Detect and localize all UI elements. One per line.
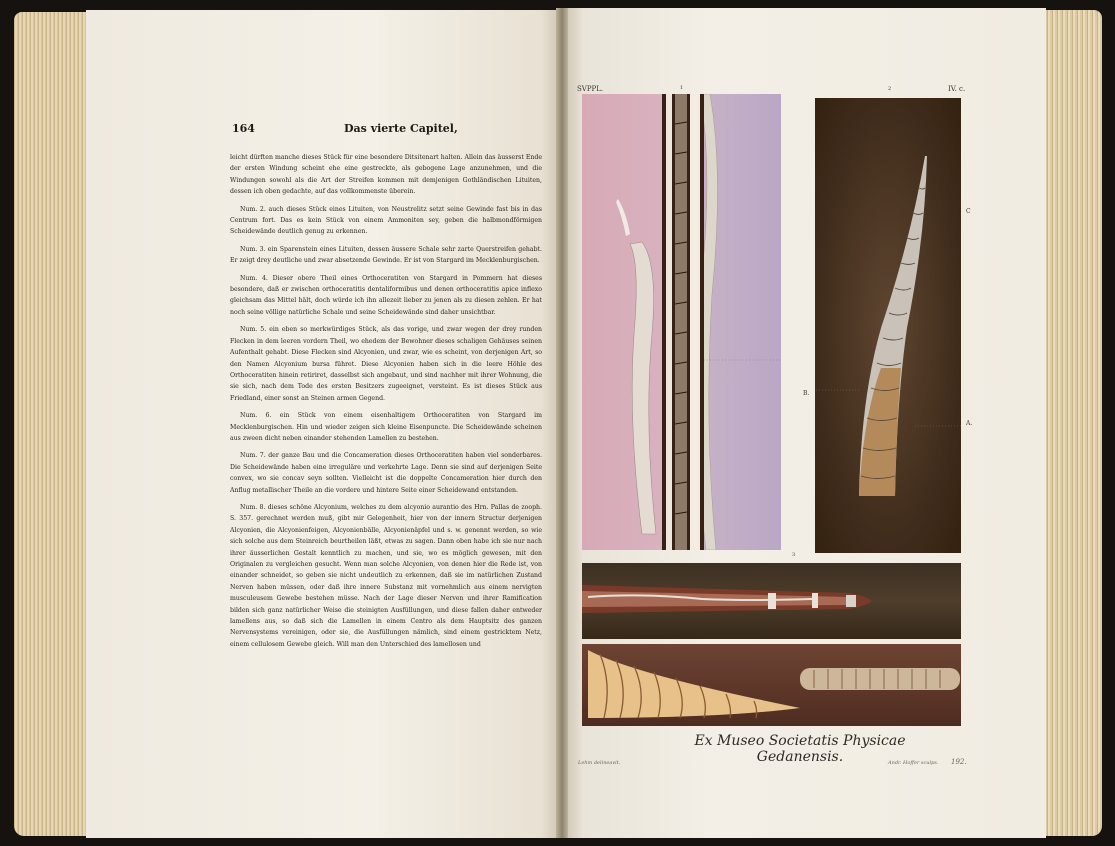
figure-3-illustration — [582, 563, 961, 639]
figure-number: 3 — [792, 552, 796, 558]
body-text — [230, 152, 542, 656]
plate-heading-left: SVPPL. — [577, 85, 604, 93]
page-header — [232, 122, 540, 138]
paragraph: Num. 6. ein Stück von einem eisenhaltigem Orthoceratiten von Stargard im Mecklenburgischen. Hin und wieder zeigen sich kleine Eisenpuncte. Die Scheidewände scheinen aus zween dicht neben einander stehenden Lamellen zu bestehen. — [230, 412, 542, 442]
figure-2-illustration — [815, 98, 961, 553]
credit-right: Andr. Hoffer sculps. — [888, 760, 939, 766]
book-gutter — [556, 8, 568, 838]
paragraph: Num. 7. der ganze Bau und die Concameration dieses Orthoceratiten haben viel sonderbares. Die Scheidewände haben eine irreguläre und verkehrte Lage. Denn sie sind auf derjenigen Seite convex, wo sie concav seyn sollten. Vielleicht ist die doppelte Concameration hier durch den Anflug metallischer Theile an die vordere und hintere Seite einer Scheidewand entstanden. — [230, 452, 542, 494]
letter-label: B. — [803, 390, 810, 397]
letter-label: C — [966, 208, 971, 215]
figure-1-illustration — [582, 94, 781, 550]
running-title: Das vierte Capitel, — [344, 122, 458, 135]
letter-label: A. — [966, 420, 973, 427]
paragraph: Num. 8. dieses schöne Alcyonium, welches zu dem alcyonio aurantio des Hrn. Pallas de zooph. S. 357. gerechnet werden muß, gibt mir Gelegenheit, hier von der innern Structur derjenigen Alcyonien, die Alcyonienfeigen, Alcyonienbälle, Alcyonienäpfel und s. w. genennt werden, so wie sich solche aus dem Steinreich beurtheilen läßt, etwas zu sagen. Dann oben habe ich sie nur nach ihrer äusserlichen Gestalt kenntlich zu machen, und sie, wo es möglich gewesen, mit den Originalen zu vergleichen gesucht. Wenn man solche Alcyonien, von denen hier die Rede ist, von einander schneidet, so geben sie nicht undeutlich zu erkennen, daß sie im natürlichen Zustand Nerven haben müssen, oder daß ihre innere Substanz mit vornehmlich aus einem nervigten musculeusem Gewebe bestehen müsse. Nach der Lage dieser Nerven und ihrer Ramification bilden sich ganz natürlicher Weise die steinigten Ausfüllungen, und diese fallen daher entweder lamellens aus, so daß sich die Lamellen in einem Centro als dem Hauptsitz des ganzen Nervensystems vereinigen, oder sie, die Ausfüllungen nämlich, sind einem gestricktem Netz, einem cellulosem Gewebe gleich. Will man den Unterschied des lamellosen und — [230, 503, 542, 648]
page-number: 164 — [232, 122, 255, 135]
paragraph: leicht dürften manche dieses Stück für eine besondere Ditsitenart halten. Allein das äusserst Ende der ersten Windung scheint ehe eine gestreckte, als gebogene Lage anzunehmen, und die Windungen sowohl als die Art der Streifen kommen mit demjenigen Gothländischen Lituiten, dessen ich oben gedachte, auf das vollkommenste überein. — [230, 154, 542, 196]
figure-number: 1 — [680, 85, 684, 91]
credit-left: Lehm delineavit. — [578, 760, 621, 766]
paragraph: Num. 5. ein eben so merkwürdiges Stück, als das vorige, und zwar wegen der drey runden Flecken in dem leeren vordern Theil, wo ehedem der Bewohner dieses schaligen Gehäuses seinen Aufenthalt gehabt. Diese Flecken sind Alcyonien, und zwar, wie es scheint, von derjenigen Art, so den Namen Alcyonium bursa führet. Diese Alcyonien haben sich in die leere Höhle des Orthoceratiten hinein retiriret, dasselbst sich angebaut, und sind nachher mit ihrer Wohnung, die sie sich, nach dem Tode des ersten Besitzers zugeeignet, versteint. Es ist dieses Stück aus Friedland, einer sonst an Steinen armen Gegend. — [230, 326, 542, 402]
right-page-edges — [1040, 10, 1102, 836]
paragraph: Num. 2. auch dieses Stück eines Lituiten, von Neustrelitz setzt seine Gewinde fast bis in das Centrum fort. Das es kein Stück von einem Ammoniten sey, geben die halbmondförmigen Scheidewände deutlich genug zu erkennen. — [230, 205, 542, 236]
page-mark: 192. — [951, 758, 967, 766]
paragraph: Num. 3. ein Sparenstein eines Lituiten, dessen äussere Schale sehr zarte Querstreifen gehabt. Er zeigt drey deutliche und zwar absetzende Gewinde. Er ist von Stargard im Mecklenburgischen. — [230, 245, 542, 265]
plate-caption: Ex Museo Societatis Physicae Gedanensis. — [694, 733, 906, 765]
plate-number: IV. c. — [948, 85, 966, 93]
paragraph: Num. 4. Dieser obere Theil eines Orthoceratiten von Stargard in Pommern hat dieses besondere, daß er zwischen orthoceratitis dentaliformibus und denen orthoceratitis apice inflexo gleichsam das Mittel hält, doch würde ich ihn allezeit lieber zu jenen als zu diesen zehlen. Er hat noch seine völlige natürliche Schale und seine Scheidewände sind daher unsichtbar. — [230, 274, 542, 316]
left-page-edges — [14, 12, 92, 836]
figure-number: 2 — [888, 86, 892, 92]
figure-4-5-illustration — [582, 644, 961, 726]
